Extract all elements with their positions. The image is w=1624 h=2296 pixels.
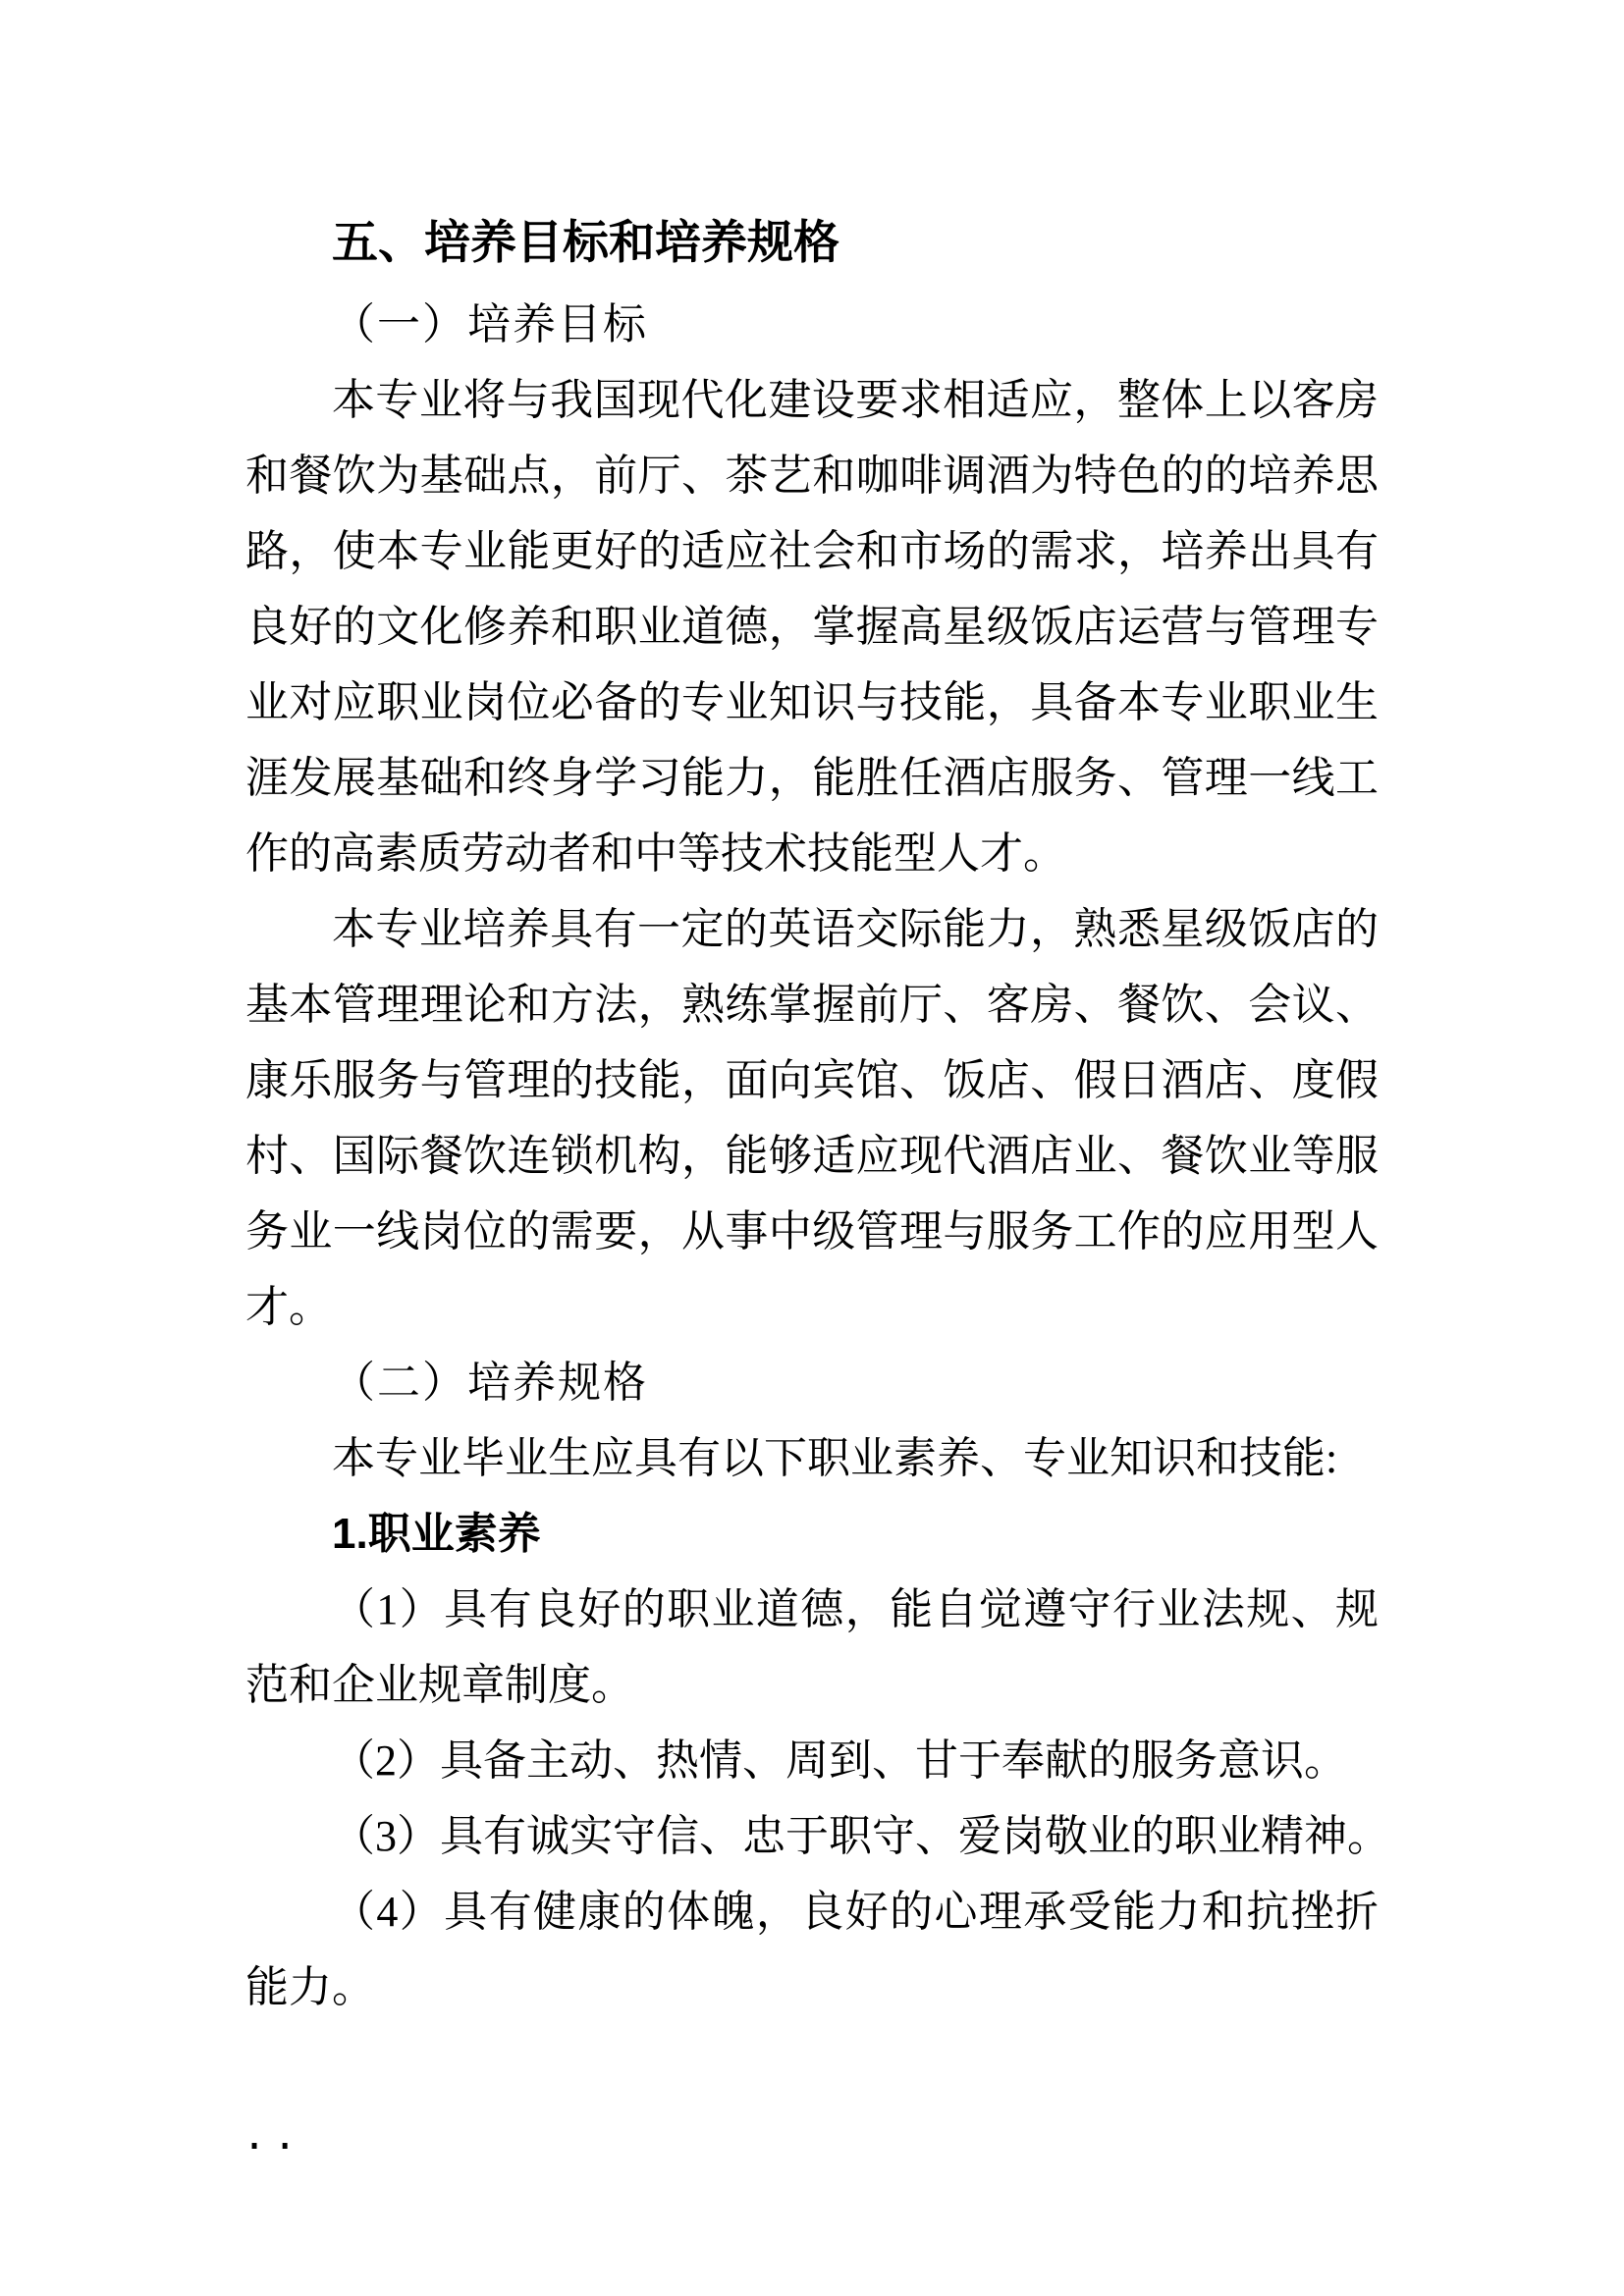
paragraph-2-line-6: 才。 <box>245 1283 332 1331</box>
paragraph-1-line-3: 路，使本专业能更好的适应社会和市场的需求，培养出具有 <box>245 527 1379 575</box>
item-1-line-1: （1）具有良好的职业道德，能自觉遵守行业法规、规 <box>332 1585 1379 1633</box>
paragraph-2-line-1: 本专业培养具有一定的英语交际能力，熟悉星级饭店的 <box>332 905 1379 953</box>
paragraph-1-line-7: 作的高素质劳动者和中等技术技能型人才。 <box>245 829 1066 878</box>
numbered-heading-professional-quality: 1.职业素养 <box>332 1510 541 1558</box>
document-content <box>245 198 1390 2025</box>
intro-line: 本专业毕业生应具有以下职业素养、专业知识和技能: <box>332 1434 1338 1482</box>
item-4-line-1: （4）具有健康的体魄，良好的心理承受能力和抗挫折 <box>332 1888 1379 1936</box>
item-2-line-1: （2）具备主动、热情、周到、甘于奉献的服务意识。 <box>332 1736 1347 1785</box>
paragraph-2-line-3: 康乐服务与管理的技能，面向宾馆、饭店、假日酒店、度假 <box>245 1056 1379 1104</box>
item-1-line-2: 范和企业规章制度。 <box>245 1661 634 1709</box>
paragraph-1-line-5: 业对应职业岗位必备的专业知识与技能，具备本专业职业生 <box>245 678 1379 726</box>
paragraph-2-line-4: 村、国际餐饮连锁机构，能够适应现代酒店业、餐饮业等服 <box>245 1132 1379 1180</box>
subsection-heading-training-specification: （二）培养规格 <box>332 1359 648 1407</box>
footer-mark: .. <box>243 2113 304 2159</box>
paragraph-2-line-5: 务业一线岗位的需要，从事中级管理与服务工作的应用型人 <box>245 1207 1379 1255</box>
paragraph-2-line-2: 基本管理理论和方法，熟练掌握前厅、客房、餐饮、会议、 <box>245 981 1379 1029</box>
subsection-heading-training-objective: （一）培养目标 <box>332 300 648 348</box>
paragraph-1-line-6: 涯发展基础和终身学习能力，能胜任酒店服务、管理一线工 <box>245 754 1379 802</box>
item-3-line-1: （3）具有诚实守信、忠于职守、爱岗敬业的职业精神。 <box>332 1812 1390 1860</box>
section-heading: 五、培养目标和培养规格 <box>332 216 839 268</box>
paragraph-1-line-4: 良好的文化修养和职业道德，掌握高星级饭店运营与管理专 <box>245 603 1379 651</box>
item-4-line-2: 能力。 <box>245 1963 375 2011</box>
paragraph-1-line-1: 本专业将与我国现代化建设要求相适应，整体上以客房 <box>332 376 1379 424</box>
paragraph-1-line-2: 和餐饮为基础点，前厅、茶艺和咖啡调酒为特色的的培养思 <box>245 452 1379 500</box>
